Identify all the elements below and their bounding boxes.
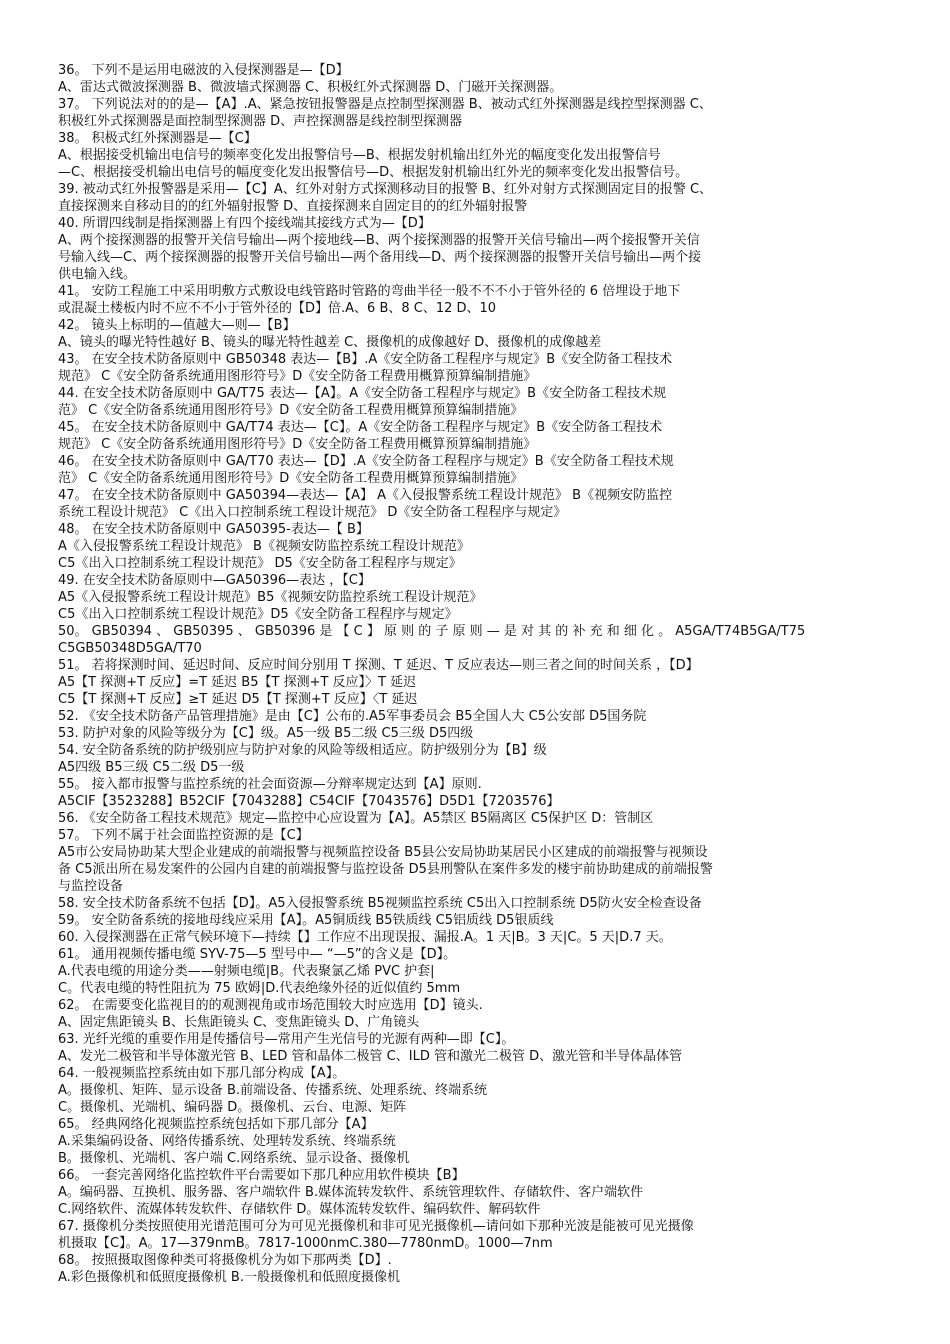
text-line: 38。 积极式红外探测器是—【C】 xyxy=(58,131,257,146)
text-line: 42。 镜头上标明的—值越大—则—【B】 xyxy=(58,318,296,333)
text-line: C5GB50348D5GA/T70 xyxy=(58,641,202,656)
text-line: 40. 所谓四线制是指探测器上有四个接线端其接线方式为—【D】 xyxy=(58,216,431,231)
text-line: 47。 在安全技术防备原则中 GA50394—表达—【A】 A《入侵报警系统工程设计规范》 B《视频安防监控 xyxy=(58,488,673,503)
text-line: A、根据接受机输出电信号的频率变化发出报警信号—B、根据发射机输出红外光的幅度变化发出报警信号 xyxy=(58,148,661,163)
text-line: —C、根据接受机输出电信号的幅度变化发出报警信号—D、根据发射机输出红外光的频率变化发出报警信号。 xyxy=(58,165,689,180)
text-line: 积极红外式探测器是面控制型探测器 D、声控探测器是线控制型探测器 xyxy=(58,114,463,129)
text-line: 59。 安全防备系统的接地母线应采用【A】。A5铜质线 B5铁质线 C5铝质线 D5银质线 xyxy=(58,913,554,928)
text-line: 50。 GB50394 、 GB50395 、 GB50396 是 【 C 】 原 则 的 子 原 则 — 是 对 其 的 补 充 和 细 化 。 A5GA/T74B5GA/T75 xyxy=(58,624,806,639)
text-line: 范》 C《安全防备系统通用图形符号》D《安全防备工程费用概算预算编制措施》 xyxy=(58,471,524,486)
text-line: 37。 下列说法对的的是—【A】.A、紧急按钮报警器是点控制型探测器 B、被动式红外探测器是线控型探测器 C、 xyxy=(58,97,712,112)
text-line: A、固定焦距镜头 B、长焦距镜头 C、变焦距镜头 D、广角镜头 xyxy=(58,1015,420,1030)
text-line: 58. 安全技术防备系统不包括【D】。A5入侵报警系统 B5视频监控系统 C5出入口控制系统 D5防火安全检查设备 xyxy=(58,896,702,911)
text-line: 或混凝土楼板内时不应不不小于管外径的【D】倍.A、6 B、8 C、12 D、10 xyxy=(58,301,497,316)
text-line: 43。 在安全技术防备原则中 GB50348 表达—【B】.A《安全防备工程程序与规定》B《安全防备工程技术 xyxy=(58,352,673,367)
text-line: A5CIF【3523288】B52CIF【7043288】C54CIF【7043576】D5D1【7203576】 xyxy=(58,794,560,809)
text-line: A.代表电缆的用途分类——射频电缆|B。代表聚氯乙烯 PVC 护套| xyxy=(58,964,435,979)
text-line: 36。 下列不是运用电磁波的入侵探测器是—【D】 xyxy=(58,63,349,78)
text-line: 52. 《安全技术防备产品管理措施》是由【C】公布的.A5军事委员会 B5全国人大 C5公安部 D5国务院 xyxy=(58,709,647,724)
text-line: A。编码器、互换机、服务器、客户端软件 B.媒体流转发软件、系统管理软件、存储软件、客户端软件 xyxy=(58,1185,644,1200)
text-line: 49. 在安全技术防备原则中—GA50396—表达 ，【C】 xyxy=(58,573,371,588)
text-line: A、雷达式微波探测器 B、微波墙式探测器 C、积极红外式探测器 D、门磁开关探测器。 xyxy=(58,80,563,95)
text-line: C5【T 探测+T 反应】≥T 延迟 D5【T 探测+T 反应】〈T 延迟 xyxy=(58,692,418,707)
text-line: A5市公安局协助某大型企业建成的前端报警与视频监控设备 B5县公安局协助某居民小区建成的前端报警与视频设 xyxy=(58,845,708,860)
text-line: 64. 一般视频监控系统由如下那几部分构成【A】。 xyxy=(58,1066,346,1081)
text-line: 55。 接入都市报警与监控系统的社会面资源—分辩率规定达到【A】原则. xyxy=(58,777,482,792)
text-line: B。摄像机、光端机、客户端 C.网络系统、显示设备、摄像机 xyxy=(58,1151,410,1166)
text-line: 范》 C《安全防备系统通用图形符号》D《安全防备工程费用概算预算编制措施》 xyxy=(58,403,524,418)
text-line: 41。 安防工程施工中采用明敷方式敷设电线管路时管路的弯曲半径一般不不不小于管外径的 6 倍埋设于地下 xyxy=(58,284,681,299)
text-line: 68。 按照摄取图像种类可将摄像机分为如下那两类【D】. xyxy=(58,1253,392,1268)
text-line: A、镜头的曝光特性越好 B、镜头的曝光特性越差 C、摄像机的成像越好 D、摄像机的成像越差 xyxy=(58,335,602,350)
text-line: 供电输入线。 xyxy=(58,267,137,282)
text-line: 57。 下列不属于社会面监控资源的是【C】 xyxy=(58,828,309,843)
text-line: 56. 《安全防备工程技术规范》规定—监控中心应设置为【A】。A5禁区 B5隔离区 C5保护区 D：管制区 xyxy=(58,811,654,826)
text-line: C。摄像机、光端机、编码器 D。摄像机、云台、电源、矩阵 xyxy=(58,1100,407,1115)
text-line: 39. 被动式红外报警器是采用—【C】A、红外对射方式探测移动目的报警 B、红外对射方式探测固定目的报警 C、 xyxy=(58,182,713,197)
text-line: 规范》 C《安全防备系统通用图形符号》D《安全防备工程费用概算预算编制措施》 xyxy=(58,437,537,452)
text-line: A《入侵报警系统工程设计规范》 B《视频安防监控系统工程设计规范》 xyxy=(58,539,470,554)
text-line: 备 C5派出所在易发案件的公园内自建的前端报警与监控设备 D5县刑警队在案件多发的楼宇前协助建成的前端报警 xyxy=(58,862,713,877)
text-line: 63. 光纤光缆的重要作用是传播信号—常用产生光信号的光源有两种—即【C】。 xyxy=(58,1032,515,1047)
text-line: 44. 在安全技术防备原则中 GA/T75 表达—【A】。A《安全防备工程程序与规定》B《安全防备工程技术规 xyxy=(58,386,667,401)
text-line: 61。 通用视频传播电缆 SYV-75—5 型号中— “—5”的含义是【D】。 xyxy=(58,947,457,962)
text-line: 66。 一套完善网络化监控软件平台需要如下那几种应用软件模块【B】 xyxy=(58,1168,465,1183)
text-line: A.采集编码设备、网络传播系统、处理转发系统、终端系统 xyxy=(58,1134,396,1149)
text-line: 46。 在安全技术防备原则中 GA/T70 表达—【D】.A《安全防备工程程序与规定》B《安全防备工程技术规 xyxy=(58,454,674,469)
text-line: C5《出入口控制系统工程设计规范》 D5《安全防备工程程序与规定》 xyxy=(58,556,462,571)
text-line: A、两个接探测器的报警开关信号输出—两个接地线—B、两个接探测器的报警开关信号输出—两个接报警开关信 xyxy=(58,233,700,248)
text-line: C.网络软件、流媒体转发软件、存储软件 D。媒体流转发软件、编码软件、解码软件 xyxy=(58,1202,541,1217)
text-line: 48。 在安全技术防备原则中 GA50395-表达—【 B】 xyxy=(58,522,369,537)
text-line: 机摄取【C】。A。17—379nmB。7817-1000nmC.380—7780nmD。1000—7nm xyxy=(58,1236,553,1251)
text-line: A5《入侵报警系统工程设计规范》B5《视频安防监控系统工程设计规范》 xyxy=(58,590,483,605)
text-line: 65。 经典网络化视频监控系统包括如下那几部分【A】 xyxy=(58,1117,374,1132)
text-line: 60. 入侵探测器在正常气候环境下—持续【】工作应不出现误报、漏报.A。1 天|B。3 天|C。5 天|D.7 天。 xyxy=(58,930,672,945)
text-line: A.彩色摄像机和低照度摄像机 B.一般摄像机和低照度摄像机 xyxy=(58,1270,400,1285)
text-line: 号输入线—C、两个接探测器的报警开关信号输出—两个备用线—D、两个接探测器的报警开关信号输出—两个接 xyxy=(58,250,702,265)
text-line: 与监控设备 xyxy=(58,879,124,894)
text-line: A。摄像机、矩阵、显示设备 B.前端设备、传播系统、处理系统、终端系统 xyxy=(58,1083,488,1098)
text-line: 53. 防护对象的风险等级分为【C】级。A5一级 B5二级 C5三级 D5四级 xyxy=(58,726,474,741)
text-line: 54. 安全防备系统的防护级别应与防护对象的风险等级相适应。防护级别分为【B】级 xyxy=(58,743,547,758)
text-line: A、发光二极管和半导体激光管 B、LED 管和晶体二极管 C、ILD 管和激光二极管 D、激光管和半导体晶体管 xyxy=(58,1049,683,1064)
document-page xyxy=(58,62,898,1286)
text-line: C。代表电缆的特性阻抗为 75 欧姆|D.代表绝缘外径的近似值约 5mm xyxy=(58,981,461,996)
text-line: C5《出入口控制系统工程设计规范》D5《安全防备工程程序与规定》 xyxy=(58,607,458,622)
text-line: 规范》 C《安全防备系统通用图形符号》D《安全防备工程费用概算预算编制措施》 xyxy=(58,369,537,384)
text-line: 45。 在安全技术防备原则中 GA/T74 表达—【C】。A《安全防备工程程序与规定》B《安全防备工程技术 xyxy=(58,420,663,435)
text-line: A5【T 探测+T 反应】=T 延迟 B5【T 探测+T 反应】〉T 延迟 xyxy=(58,675,417,690)
text-line: 51。 若将探测时间、延迟时间、反应时间分别用 T 探测、T 延迟、T 反应表达—则三者之间的时间关系 ，【D】 xyxy=(58,658,699,673)
text-line: 62。 在需要变化监视目的的观测视角或市场范围较大时应选用【D】镜头. xyxy=(58,998,483,1013)
text-line: A5四级 B5三级 C5二级 D5一级 xyxy=(58,760,245,775)
text-line: 67. 摄像机分类按照使用光谱范围可分为可见光摄像机和非可见光摄像机—请问如下那种光波是能被可见光摄像 xyxy=(58,1219,694,1234)
text-line: 直接探测来自移动目的的红外辐射报警 D、直接探测来自固定目的的红外辐射报警 xyxy=(58,199,528,214)
text-line: 系统工程设计规范》 C《出入口控制系统工程设计规范》 D《安全防备工程程序与规定》 xyxy=(58,505,567,520)
